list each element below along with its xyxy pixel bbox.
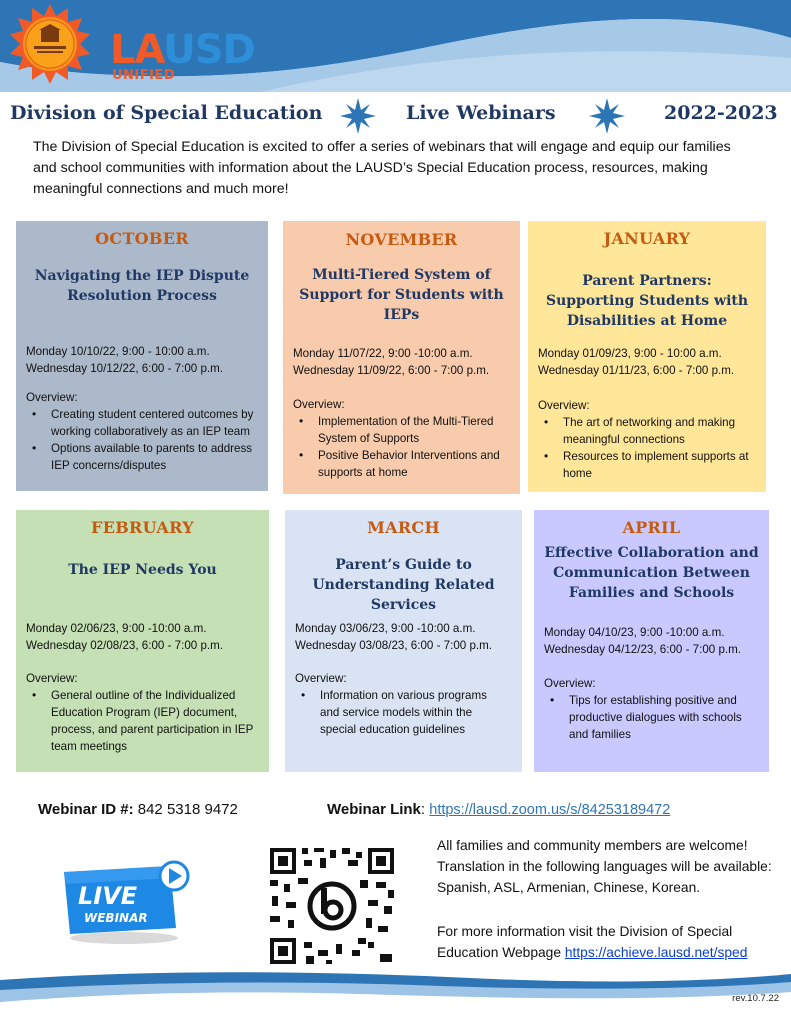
footer-wave-banner (0, 972, 791, 1024)
more-info-text: For more information visit the Division of Special Education Webpage https://achieve.lausd.net/sped (437, 924, 748, 960)
list-item: • Options available to parents to address IEP concerns/disputes (26, 440, 258, 474)
card-october (16, 221, 268, 491)
card-overview: Overview: • General outline of the Individualized Education Program (IEP) document, process, and parent participation in IEP team meetings (26, 670, 259, 755)
card-topic: Effective Collaboration and Communication Between Families and Schools (544, 545, 759, 601)
star-icon (340, 98, 376, 134)
division-title: Division of Special Education (10, 102, 323, 124)
list-item: • Creating student centered outcomes by working collaboratively as an IEP team (26, 406, 258, 440)
webinar-id: Webinar ID #: 842 5318 9472 (38, 801, 238, 818)
card-topic: Navigating the IEP Dispute Resolution Process (34, 268, 250, 304)
qr-code-icon[interactable] (268, 846, 396, 966)
card-november (283, 221, 520, 494)
welcome-text: All families and community members are welcome! Translation in the following languages will be available: Spanish, ASL, Armenian, Chinese, Korean. (437, 838, 772, 895)
card-topic: The IEP Needs You (68, 562, 217, 578)
card-topic: Multi-Tiered System of Support for Students with IEPs (299, 267, 504, 323)
card-january (528, 221, 766, 492)
sped-webpage-link[interactable]: https://achieve.lausd.net/sped (564, 945, 748, 960)
lausd-unified-label: UNIFIED (112, 68, 176, 83)
card-month: OCTOBER (95, 229, 189, 248)
badge-live-text: LIVE (78, 882, 138, 910)
revision-label: rev.10.7.22 (732, 993, 779, 1004)
card-march (285, 510, 522, 772)
list-item: • The art of networking and making meaningful connections (538, 414, 758, 448)
card-topic: Parent’s Guide to Understanding Related Services (312, 557, 495, 613)
list-item: • Tips for establishing positive and productive dialogues with schools and families (544, 692, 755, 743)
card-month: APRIL (622, 518, 681, 537)
lausd-seal-logo (4, 4, 96, 84)
live-webinar-badge-icon (58, 858, 196, 950)
card-dates: Monday 02/06/23, 9:00 -10:00 a.m. Wednesday 02/08/23, 6:00 - 7:00 p.m. (26, 622, 224, 652)
list-item: • Implementation of the Multi-Tiered System of Supports (293, 413, 510, 447)
card-overview: Overview: • Information on various programs and service models within the special education guidelines (295, 670, 496, 738)
card-dates: Monday 01/09/23, 9:00 - 10:00 a.m. Wednesday 01/11/23, 6:00 - 7:00 p.m. (538, 347, 735, 377)
intro-paragraph: The Division of Special Education is excited to offer a series of webinars that will engage and equip our families and school communities with information about the LAUSD’s Special Education process, resources, making meaningful connections and much more! (33, 139, 731, 197)
list-item: • Information on various programs and service models within the special education guidelines (295, 687, 496, 738)
year-title: 2022-2023 (664, 102, 778, 124)
card-overview: Overview: • The art of networking and making meaningful connections • Resources to implement supports at home (538, 397, 758, 482)
title-row (0, 100, 791, 130)
card-dates: Monday 04/10/23, 9:00 -10:00 a.m. Wednesday 04/12/23, 6:00 - 7:00 p.m. (544, 626, 742, 656)
list-item: • General outline of the Individualized Education Program (IEP) document, process, and parent participation in IEP team meetings (26, 687, 259, 755)
card-month: MARCH (367, 518, 440, 537)
card-month: NOVEMBER (345, 230, 458, 249)
card-dates: Monday 03/06/23, 9:00 -10:00 a.m. Wednesday 03/08/23, 6:00 - 7:00 p.m. (295, 622, 493, 652)
card-dates: Monday 11/07/22, 9:00 -10:00 a.m. Wednesday 11/09/22, 6:00 - 7:00 p.m. (293, 347, 490, 377)
card-february (16, 510, 269, 772)
series-title: Live Webinars (406, 102, 556, 124)
card-month: JANUARY (603, 229, 691, 248)
card-april (534, 510, 769, 772)
card-dates: Monday 10/10/22, 9:00 - 10:00 a.m. Wednesday 10/12/22, 6:00 - 7:00 p.m. (26, 345, 224, 375)
webinar-zoom-link[interactable]: https://lausd.zoom.us/s/84253189472 (429, 802, 671, 818)
webinar-link-row: Webinar Link: https://lausd.zoom.us/s/84253189472 (327, 801, 671, 818)
lausd-wordmark: LAUSD (110, 27, 255, 73)
badge-webinar-text: WEBINAR (84, 911, 148, 925)
card-overview: Overview: • Implementation of the Multi-Tiered System of Supports • Positive Behavior Interventions and supports at home (293, 396, 510, 481)
card-topic: Parent Partners: Supporting Students with Disabilities at Home (545, 273, 749, 329)
star-icon (589, 98, 625, 134)
list-item: • Positive Behavior Interventions and supports at home (293, 447, 510, 481)
card-overview: Overview: • Creating student centered outcomes by working collaboratively as an IEP team • Options available to parents to address IEP concerns/disputes (26, 389, 258, 474)
card-overview: Overview: • Tips for establishing positive and productive dialogues with schools and families (544, 675, 755, 743)
card-month: FEBRUARY (91, 518, 194, 537)
list-item: • Resources to implement supports at home (538, 448, 758, 482)
